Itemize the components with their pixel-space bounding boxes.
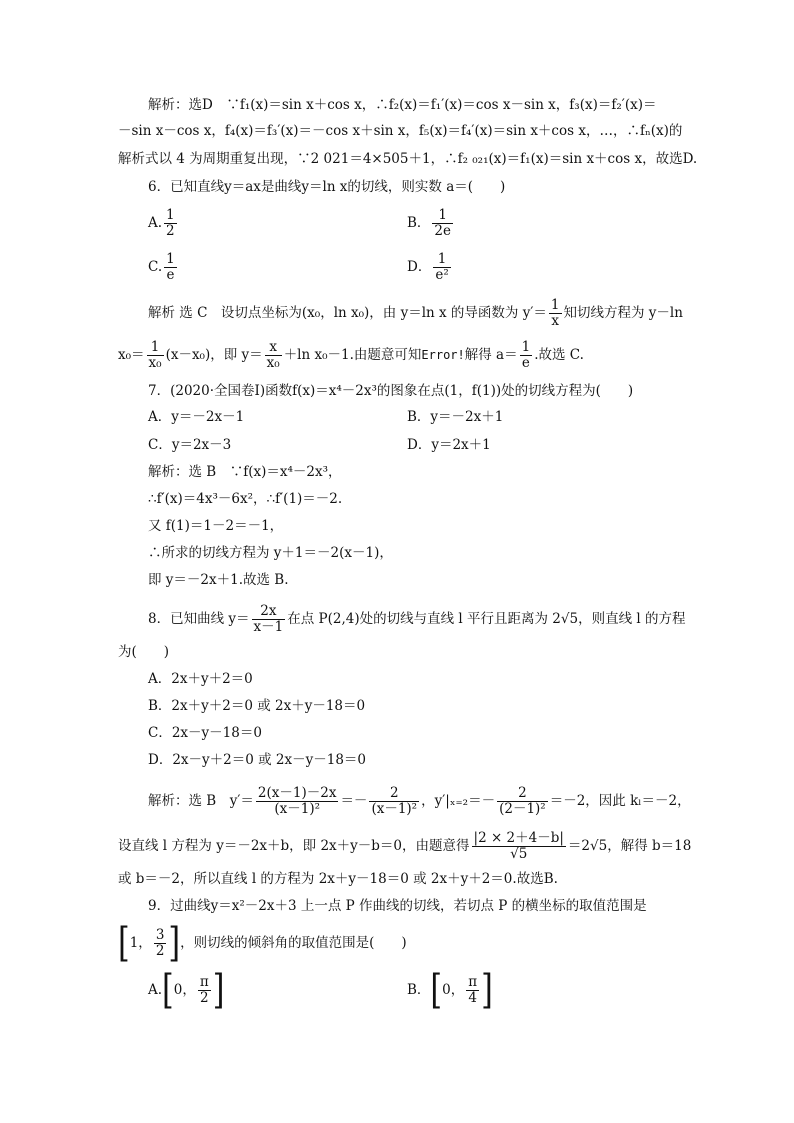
q8-option-a: A．2x＋y＋2＝0 bbox=[148, 671, 253, 687]
fraction: $\frac{1}{e}$ bbox=[521, 339, 531, 371]
fraction: $\frac{3}{2}$ bbox=[155, 927, 165, 959]
q9-option-b: B．[0， $\frac{\pi}{4}$ ] bbox=[407, 966, 493, 1014]
q9-option-a: A.[0， $\frac{\pi}{2}$ ] bbox=[148, 966, 225, 1014]
q5-solution-line-1: 解析：选D ∵f₁(x)＝sin x＋cos x，∴f₂(x)＝f₁′(x)＝cos x－sin x，f₃(x)＝f₂′(x)＝ bbox=[148, 97, 657, 113]
q6-option-c: C. $\frac{1}{e}$ bbox=[148, 251, 175, 283]
right-bracket: ] bbox=[212, 966, 225, 1014]
q6-option-b: B． $\frac{1}{2e}$ bbox=[407, 207, 452, 239]
fraction: $\frac{\pi}{2}$ bbox=[199, 974, 209, 1006]
fraction: $\frac{\pi}{4}$ bbox=[468, 974, 478, 1006]
q7-option-b: B．y＝－2x＋1 bbox=[407, 409, 504, 425]
left-bracket: [ bbox=[162, 966, 174, 1014]
right-bracket: ] bbox=[481, 966, 493, 1014]
q9-stem-line-1: 9．过曲线y＝x²－2x＋3 上一点 P 作曲线的切线，若切点 P 的横坐标的取值范围是 bbox=[148, 898, 647, 914]
q7-stem: 7．(2020·全国卷Ⅰ)函数f(x)＝x⁴－2x³的图象在点(1，f(1))处的切线方程为( ) bbox=[148, 383, 634, 399]
q5-solution-line-2: －sin x－cos x，f₄(x)＝f₃′(x)＝－cos x＋sin x，f₅(x)＝f₄′(x)＝sin x＋cos x，…，∴fₙ(x)的 bbox=[118, 123, 683, 139]
fraction: $\frac{1}{e}$ bbox=[166, 251, 175, 283]
fraction: $\frac{x}{\text{x₀}}$ bbox=[266, 339, 280, 371]
q8-solution-line-1: 解析：选 B y′＝ $\frac{2(x-1)-2x}{\text{(x－1)²}}$ ＝－ $\frac{2}{\text{(x－1)²}}$ ，y′|ₓ₌₂＝－ $\frac{2}{\text{(2－1)²}}$ ＝－2，因此 kₗ＝－2， bbox=[148, 785, 691, 817]
left-bracket: [ bbox=[118, 919, 130, 967]
fraction: $\frac{1}{2}$ bbox=[166, 207, 175, 239]
q7-solution-line-3: 又 f(1)＝1－2＝－1， bbox=[148, 518, 284, 534]
fraction: $\frac{2}{\text{(x－1)²}}$ bbox=[371, 785, 418, 817]
q6-option-a: A. $\frac{1}{2}$ bbox=[148, 207, 175, 239]
fraction: $\frac{2x}{x-1}$ bbox=[253, 603, 284, 635]
q8-stem-line-2: 为( ) bbox=[118, 644, 170, 660]
error-marker: Error! bbox=[421, 348, 465, 362]
q9-stem-line-2: [1， $\frac{3}{2}$ ]，则切线的倾斜角的取值范围是( ) bbox=[118, 919, 407, 967]
q8-solution-line-3: 或 b＝－2，所以直线 l 的方程为 2x＋y－18＝0 或 2x＋y＋2＝0.故选B. bbox=[118, 871, 558, 887]
fraction: $\frac{1}{\text{e²}}$ bbox=[435, 251, 449, 283]
q7-solution-line-1: 解析：选 B ∵f(x)＝x⁴－2x³， bbox=[148, 464, 342, 480]
q7-option-c: C．y＝2x－3 bbox=[148, 437, 232, 453]
right-bracket: ] bbox=[168, 919, 181, 967]
q7-solution-line-5: 即 y＝－2x＋1.故选 B. bbox=[148, 572, 289, 588]
q6-stem: 6．已知直线y＝ax是曲线y＝ln x的切线，则实数 a＝( ) bbox=[148, 179, 506, 195]
q6-option-d: D． $\frac{1}{\text{e²}}$ bbox=[407, 251, 449, 283]
q7-option-d: D．y＝2x＋1 bbox=[407, 437, 491, 453]
q8-stem-line-1: 8．已知曲线 y＝ $\frac{2x}{x-1}$ 在点 P(2,4)处的切线与直线 l 平行且距离为 2√5，则直线 l 的方程 bbox=[148, 603, 686, 635]
q8-option-c: C．2x－y－18＝0 bbox=[148, 725, 262, 741]
left-bracket: [ bbox=[430, 966, 443, 1014]
q6-solution-line-2: x₀＝ $\frac{1}{\text{x₀}}$ (x－x₀)，即 y＝ $\frac{x}{\text{x₀}}$ ＋ln x₀－1.由题意可知Error!解得 a＝ $\frac{1}{e}$ .故选 C. bbox=[118, 339, 584, 371]
fraction: $\frac{1}{x}$ bbox=[550, 297, 560, 329]
fraction: $\frac{2}{\text{(2－1)²}}$ bbox=[499, 785, 546, 817]
q5-solution-line-3: 解析式以 4 为周期重复出现，∵2 021＝4×505＋1，∴f₂ ₀₂₁(x)＝f₁(x)＝sin x＋cos x，故选D. bbox=[118, 151, 698, 167]
q7-option-a: A．y＝－2x－1 bbox=[148, 409, 245, 425]
q6-solution-line-1: 解析 选 C 设切点坐标为(x₀，ln x₀)，由 y＝ln x 的导函数为 y′＝ $\frac{1}{x}$ 知切线方程为 y－ln bbox=[148, 297, 683, 329]
q7-solution-line-2: ∴f′(x)＝4x³－6x²，∴f′(1)＝－2. bbox=[148, 491, 343, 507]
fraction: $\frac{2(x-1)-2x}{\text{(x－1)²}}$ bbox=[257, 785, 337, 817]
q8-option-b: B．2x＋y＋2＝0 或 2x＋y－18＝0 bbox=[148, 698, 366, 714]
fraction: $\frac{1}{\text{x₀}}$ bbox=[148, 339, 162, 371]
fraction: $\frac{|2 \times 2+4-b|}{√5}$ bbox=[473, 830, 564, 862]
q8-option-d: D．2x－y＋2＝0 或 2x－y－18＝0 bbox=[148, 752, 367, 768]
q8-solution-line-2: 设直线 l 方程为 y＝－2x＋b，即 2x＋y－b＝0，由题意得 $\frac{|2 \times 2+4-b|}{√5}$ ＝2√5，解得 b＝18 bbox=[118, 830, 692, 862]
q7-solution-line-4: ∴所求的切线方程为 y＋1＝－2(x－1)， bbox=[148, 545, 393, 561]
fraction: $\frac{1}{2e}$ bbox=[434, 207, 452, 239]
